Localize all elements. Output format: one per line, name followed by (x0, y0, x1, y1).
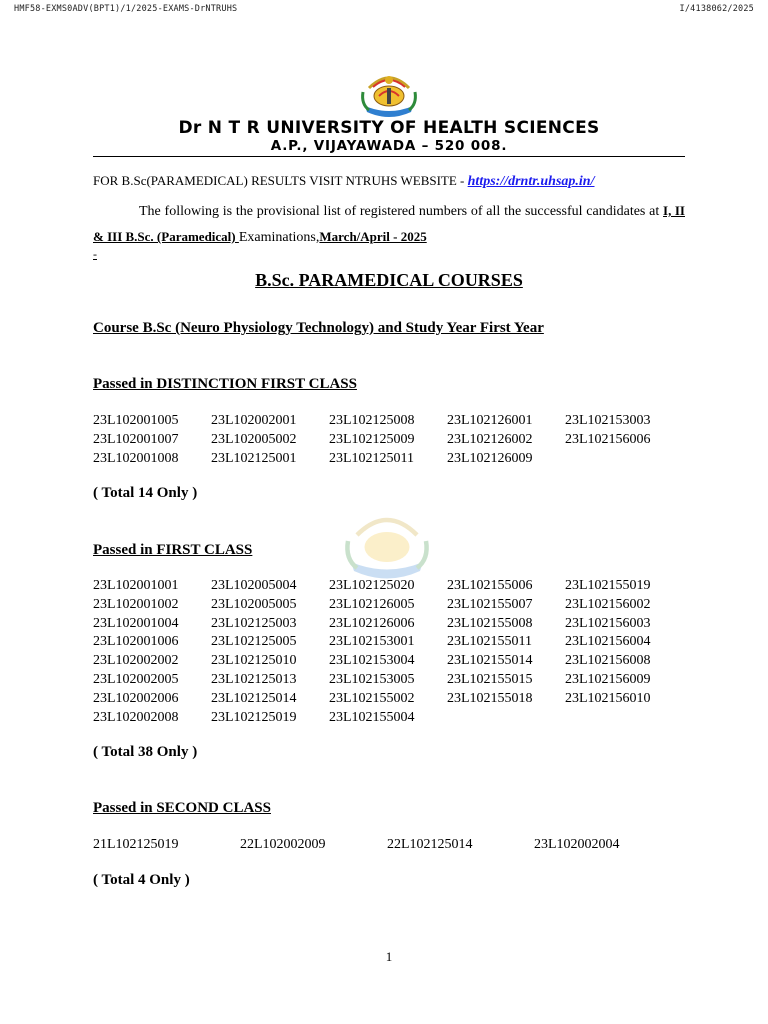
second-class-total: ( Total 4 Only ) (93, 872, 190, 888)
registration-number: 23L102126002 (447, 431, 533, 447)
university-address: A.P., VIJAYAWADA – 520 008. (270, 138, 508, 154)
registration-number: 23L102155008 (447, 615, 533, 631)
registration-number: 23L102156002 (565, 596, 651, 612)
registration-number: 23L102155018 (447, 690, 533, 706)
distinction-list (93, 412, 683, 468)
page-number: 1 (385, 949, 393, 964)
registration-number: 23L102155014 (447, 653, 533, 669)
first-class-heading: Passed in FIRST CLASS (93, 542, 253, 558)
registration-number: 23L102001006 (93, 634, 179, 650)
exam-session: March/April - 2025 (319, 229, 427, 244)
registration-number: 23L102153001 (329, 634, 415, 650)
document-reference: HMF58-EXMS0ADV(BPT1)/1/2025-EXAMS-DrNTRUHS (14, 4, 238, 14)
second-class-list (93, 836, 681, 855)
registration-number: 23L102155015 (447, 671, 533, 687)
registration-number: 23L102005002 (211, 431, 297, 447)
visit-text: FOR B.Sc(PARAMEDICAL) RESULTS VISIT NTRUHS WEBSITE - (93, 173, 468, 188)
registration-number: 23L102001002 (93, 596, 179, 612)
registration-number: 23L102001004 (93, 615, 179, 631)
exam-name: I, II & III B.Sc. (Paramedical) (93, 203, 685, 244)
registration-number: 21L102125019 (93, 837, 179, 852)
registration-number: 22L102125014 (387, 837, 473, 852)
registration-number: 23L102125010 (211, 653, 297, 669)
registration-number: 23L102126009 (447, 450, 533, 466)
registration-number: 22L102002009 (240, 837, 326, 852)
registration-number: 23L102156010 (565, 690, 651, 706)
registration-number: 23L102125008 (329, 413, 415, 428)
website-link[interactable]: https://drntr.uhsap.in/ (467, 174, 595, 189)
registration-number: 23L102155002 (329, 690, 415, 706)
results-website-line (93, 173, 594, 190)
registration-number: 23L102125011 (329, 450, 415, 466)
registration-number: 23L102002001 (211, 413, 297, 428)
section-title: B.Sc. PARAMEDICAL COURSES (255, 270, 523, 290)
registration-number: 23L102155006 (447, 578, 533, 593)
dash-mark: - (93, 247, 97, 261)
registration-number: 23L102125014 (211, 690, 297, 706)
first-class-total: ( Total 38 Only ) (93, 744, 198, 760)
registration-number: 23L102002006 (93, 690, 179, 706)
registration-number: 23L102125013 (211, 671, 297, 687)
registration-number: 23L102155011 (447, 634, 533, 650)
watermark-emblem-icon (335, 502, 439, 586)
registration-number: 23L102153005 (329, 671, 415, 687)
registration-number: 23L102001005 (93, 413, 179, 428)
distinction-heading: Passed in DISTINCTION FIRST CLASS (93, 376, 357, 392)
registration-number: 23L102156008 (565, 653, 651, 669)
registration-number: 23L102156009 (565, 671, 651, 687)
registration-number: 23L102005005 (211, 596, 297, 612)
registration-number: 23L102001001 (93, 578, 179, 593)
second-class-heading: Passed in SECOND CLASS (93, 800, 271, 816)
course-line: Course B.Sc (Neuro Physiology Technology) and Study Year First Year (93, 320, 544, 336)
registration-number: 23L102126005 (329, 596, 415, 612)
registration-number: 23L102002008 (93, 709, 179, 725)
registration-number: 23L102002004 (534, 837, 620, 852)
registration-number: 23L102153003 (565, 413, 651, 428)
registration-number: 23L102156003 (565, 615, 651, 631)
registration-number: 23L102156006 (565, 431, 651, 447)
intro-text: The following is the provisional list of registered numbers of all the successful candidates at (139, 204, 664, 219)
registration-number: 23L102125003 (211, 615, 297, 631)
intro-paragraph (93, 198, 685, 250)
university-name: Dr N T R UNIVERSITY OF HEALTH SCIENCES (178, 118, 600, 138)
registration-number: 23L102155007 (447, 596, 533, 612)
registration-number: 23L102002002 (93, 653, 179, 669)
university-emblem-icon (357, 66, 421, 122)
registration-number: 23L102125020 (329, 578, 415, 593)
registration-number: 23L102156004 (565, 634, 651, 650)
registration-number: 23L102002005 (93, 671, 179, 687)
first-class-list (93, 577, 683, 727)
header-divider (93, 156, 685, 157)
registration-number: 23L102125005 (211, 634, 297, 650)
registration-number: 23L102001007 (93, 431, 179, 447)
registration-number: 23L102126001 (447, 413, 533, 428)
registration-number: 23L102005004 (211, 578, 297, 593)
registration-number: 23L102125001 (211, 450, 297, 466)
registration-number: 23L102155019 (565, 578, 651, 593)
registration-number: 23L102125009 (329, 431, 415, 447)
distinction-total: ( Total 14 Only ) (93, 485, 198, 501)
intro-text-2: Examinations, (238, 230, 320, 245)
registration-number: 23L102001008 (93, 450, 179, 466)
document-number: I/4138062/2025 (679, 4, 754, 14)
registration-number: 23L102153004 (329, 653, 415, 669)
registration-number: 23L102155004 (329, 709, 415, 725)
registration-number: 23L102126006 (329, 615, 415, 631)
registration-number: 23L102125019 (211, 709, 297, 725)
